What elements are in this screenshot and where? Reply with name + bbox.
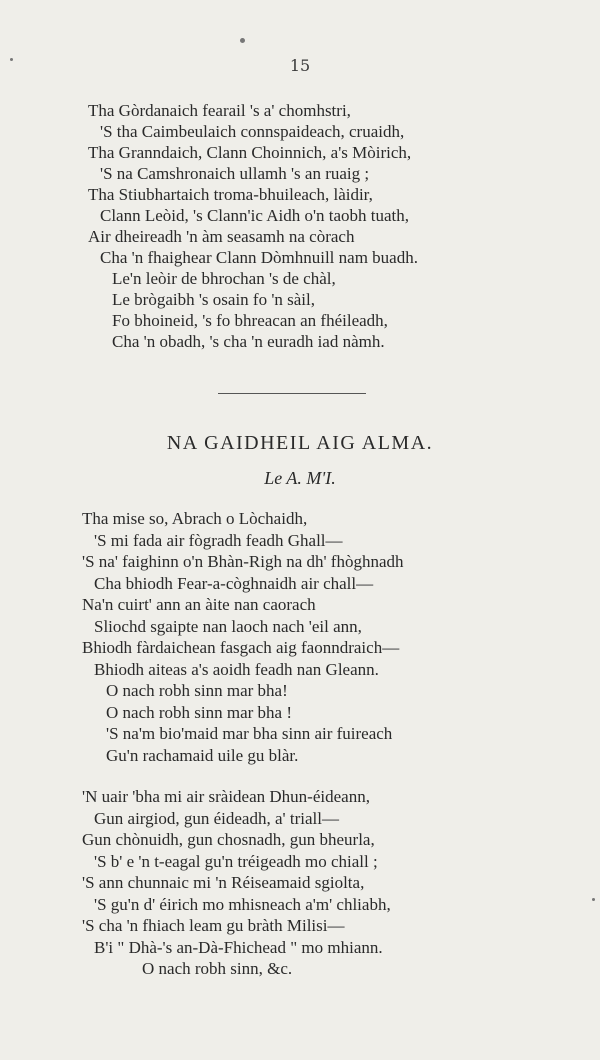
verse-line: 'S cha 'n fhiach leam gu bràth Milisi—	[82, 916, 345, 935]
verse-line: Tha Granndaich, Clann Choinnich, a's Mòirich,	[88, 143, 412, 162]
stanza-break	[82, 766, 404, 786]
verse-line: Bhiodh fàrdaichean fasgach aig faonndraich—	[82, 638, 400, 657]
verse-line: 'S na' faighinn o'n Bhàn-Righ na dh' fhòghnadh	[82, 552, 404, 571]
ink-speck	[240, 38, 245, 43]
verse-line: 'S mi fada air fògradh feadh Ghall—	[94, 530, 343, 550]
verse-line: Fo bhoineid, 's fo bhreacan an fhéileadh,	[112, 311, 388, 330]
verse-line: Gun chònuidh, gun chosnadh, gun bheurla,	[82, 830, 375, 849]
section-divider	[218, 393, 366, 394]
verse-line: Gu'n rachamaid uile gu blàr.	[106, 745, 299, 765]
verse-line: B'i " Dhà-'s an-Dà-Fhichead " mo mhiann.	[94, 937, 383, 957]
verse-line: 'N uair 'bha mi air sràidean Dhun-éideann,	[82, 787, 370, 806]
poem-verse	[88, 100, 418, 352]
verse-line: 'S na'm bio'maid mar bha sinn air fuireach	[106, 724, 393, 743]
ink-speck	[10, 58, 13, 61]
verse-line: 'S na Camshronaich ullamh 's an ruaig ;	[100, 164, 370, 183]
ink-speck	[592, 898, 595, 901]
poem-verse	[82, 508, 404, 980]
verse-line: Tha Gòrdanaich fearail 's a' chomhstri,	[88, 101, 351, 120]
verse-line: Air dheireadh 'n àm seasamh na còrach	[88, 227, 355, 246]
verse-line: O nach robh sinn mar bha !	[106, 702, 293, 722]
verse-line: Clann Leòid, 's Clann'ic Aidh o'n taobh tuath,	[100, 206, 410, 225]
verse-line: Bhiodh aiteas a's aoidh feadh nan Gleann.	[94, 659, 379, 679]
verse-line: Sliochd sgaipte nan laoch nach 'eil ann,	[94, 616, 362, 636]
verse-line: Tha Stiubhartaich troma-bhuileach, làidir,	[88, 185, 373, 204]
verse-line: 'S ann chunnaic mi 'n Réiseamaid sgiolta,	[82, 873, 365, 892]
page-number: 15	[289, 56, 311, 75]
poem-title: NA GAIDHEIL AIG ALMA.	[166, 432, 434, 454]
verse-line: Le'n leòir de bhrochan 's de chàl,	[112, 269, 336, 288]
verse-line: Gun airgiod, gun éideadh, a' triall—	[94, 808, 339, 828]
verse-line: Tha mise so, Abrach o Lòchaidh,	[82, 509, 308, 528]
verse-line: 'S tha Caimbeulaich connspaideach, cruaidh,	[100, 122, 405, 141]
poem-author: Le A. M'I.	[264, 468, 336, 488]
verse-line: Le brògaibh 's osain fo 'n sàil,	[112, 290, 316, 309]
verse-line: O nach robh sinn, &c.	[142, 959, 293, 978]
verse-line: Na'n cuirt' ann an àite nan caorach	[82, 595, 316, 614]
verse-line: Cha 'n fhaighear Clann Dòmhnuill nam buadh.	[100, 248, 418, 267]
verse-line: 'S b' e 'n t-eagal gu'n tréigeadh mo chiall ;	[94, 851, 378, 871]
verse-line: Cha 'n obadh, 's cha 'n euradh iad nàmh.	[112, 332, 385, 351]
verse-line: 'S gu'n d' éirich mo mhisneach a'm' chliabh,	[94, 894, 391, 914]
verse-line: Cha bhiodh Fear-a-còghnaidh air chall—	[94, 573, 374, 593]
verse-line: O nach robh sinn mar bha!	[106, 681, 288, 700]
